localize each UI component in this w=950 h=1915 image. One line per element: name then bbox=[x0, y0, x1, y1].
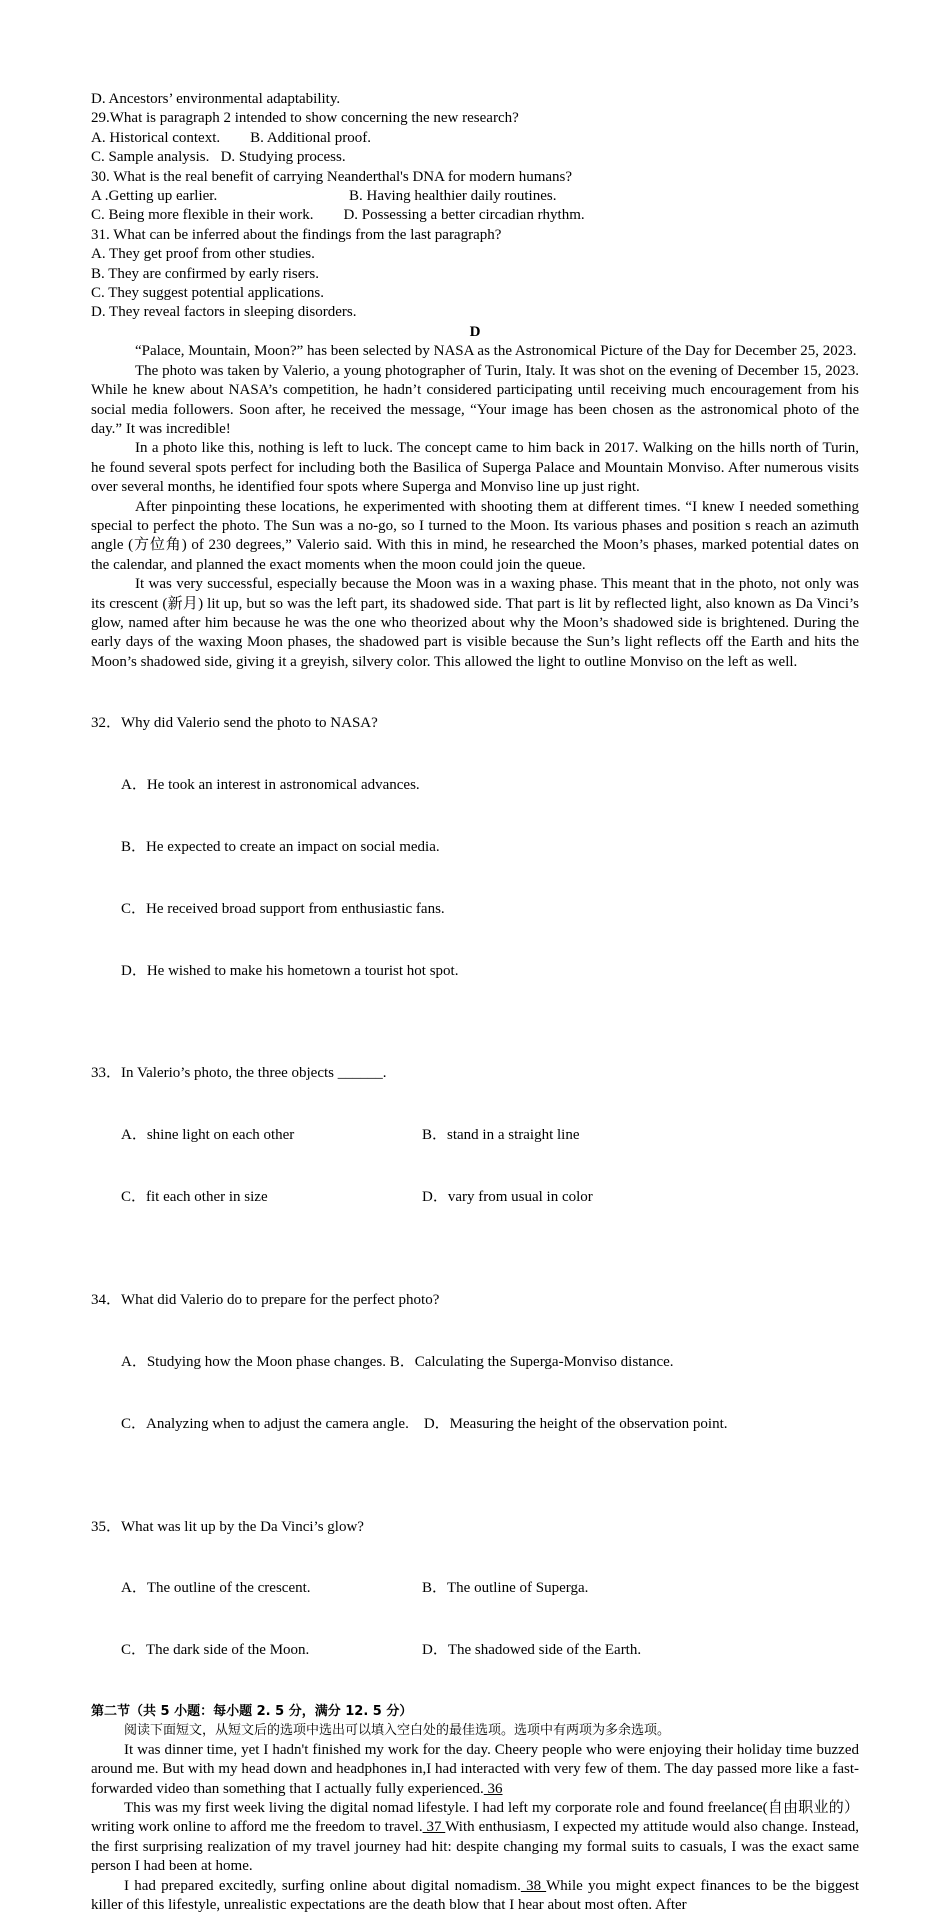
passage-d-paragraph-3: In a photo like this, nothing is left to luck. The concept came to him back in 2017. Walking on the hills north of Turin, he found several spots perfect for including both the Basilica of Superga Palace and Mountain Monviso. After numerous visits over several months, he identified four spots where Superga and Monviso line up just right. bbox=[91, 440, 859, 496]
question-35 bbox=[91, 1475, 859, 1702]
passage-d-paragraph-1: “Palace, Mountain, Moon?” has been selected by NASA as the Astronomical Picture of the Day for December 25, 2023. bbox=[135, 343, 857, 360]
section-2-instruction: 阅读下面短文，从短文后的选项中选出可以填入空白处的最佳选项。选项中有两项为多余选项。 bbox=[124, 1723, 671, 1739]
cloze-paragraph-3-text-b: While you might expect finances to be the biggest killer of this lifestyle, unrealistic expectations are the death blow that I hear about most often. After bbox=[91, 1877, 859, 1913]
q34-option-b: B．Calculating the Superga-Monviso distance. bbox=[389, 1353, 674, 1370]
q35-option-b: B．The outline of Superga. bbox=[422, 1580, 589, 1597]
q31-option-b: B. They are confirmed by early risers. bbox=[91, 265, 319, 282]
q35-stem: 35．What was lit up by the Da Vinci’s glow? bbox=[91, 1518, 364, 1535]
q30-options-row1 bbox=[91, 187, 859, 206]
q29-option-c: C. Sample analysis. bbox=[91, 149, 210, 166]
cloze-paragraph-2-text-b: With enthusiasm, I expected my attitude would also change. Instead, the first surprising realization of my travel journey had hit: despite changing my formal suits to casuals, I was the exact same person I had been at home. bbox=[91, 1819, 859, 1875]
q31-option-a: A. They get proof from other studies. bbox=[91, 246, 315, 263]
passage-d-paragraph-5: It was very successful, especially because the Moon was in a waxing phase. This meant that in the photo, not only was its crescent (新月) lit up, but so was the left part, its shadowed side. That part is lit by reflected light, also known as Da Vinci’s glow, named after him because he was the one who theorized about why the Moon’s shadowed side is brightened. During the early days of the waxing Moon phases, the shadowed part is visible because the Sun’s light reflects off the Earth and hits the Moon’s shadowed side, giving it a greyish, silvery color. This allowed the light to outline Monviso on the left as well. bbox=[91, 576, 859, 670]
q34-option-c: C．Analyzing when to adjust the camera angle. bbox=[121, 1415, 409, 1432]
q30-option-c: C. Being more flexible in their work. bbox=[91, 207, 314, 224]
question-34 bbox=[91, 1249, 859, 1476]
blank-38: 38 bbox=[520, 1877, 547, 1894]
q29-stem: 29.What is paragraph 2 intended to show concerning the new research? bbox=[91, 110, 519, 127]
q29-option-a: A. Historical context. bbox=[91, 129, 221, 146]
q30-stem: 30. What is the real benefit of carrying Neanderthal's DNA for modern humans? bbox=[91, 168, 573, 185]
cloze-paragraph-3-text-a: I had prepared excitedly, surfing online about digital nomadism. bbox=[124, 1877, 521, 1894]
q28-option-d: D. Ancestors’ environmental adaptability. bbox=[91, 91, 341, 107]
q29-options-row2 bbox=[91, 148, 859, 167]
passage-d-paragraph-4: After pinpointing these locations, he experimented with shooting them at different times. “I knew I needed something special to perfect the photo. The Sun was a no-go, so I turned to the Moon. Its various phases and position s reach an azimuth angle (方位角) of 230 degrees,” Valerio said. With this in mind, he researched the Moon’s phases, marked potential dates on the calendar, and planned the exact moments when the moon could join the queue. bbox=[91, 498, 859, 573]
q30-options-row2 bbox=[91, 206, 859, 225]
q30-option-d: D. Possessing a better circadian rhythm. bbox=[343, 207, 585, 224]
cloze-paragraph-3 bbox=[91, 1877, 859, 1915]
q34-option-d: D．Measuring the height of the observation point. bbox=[423, 1415, 728, 1432]
q32-option-a: A．He took an interest in astronomical advances. bbox=[121, 777, 420, 794]
q34-option-a: A．Studying how the Moon phase changes. bbox=[121, 1353, 386, 1370]
cloze-paragraph-1-text: It was dinner time, yet I hadn't finished my work for the day. Cheery people who were enjoying their holiday time buzzed around me. But with my head down and headphones in,I had interacted with very few of them. The day passed more like a fast-forwarded video than something that I actually fully experienced. bbox=[91, 1741, 859, 1797]
q35-option-c: C．The dark side of the Moon. bbox=[121, 1642, 310, 1659]
q32-option-b: B．He expected to create an impact on social media. bbox=[121, 838, 440, 855]
q30-option-b: B. Having healthier daily routines. bbox=[349, 188, 557, 205]
q29-options-row1 bbox=[91, 129, 859, 148]
cloze-paragraph-2 bbox=[91, 1799, 859, 1877]
cloze-paragraph-2-text-a: This was my first week living the digital nomad lifestyle. I had left my corporate role and found freelance(自由职业的）writing work online to afford me the freedom to travel. bbox=[91, 1799, 859, 1836]
q29-option-d: D. Studying process. bbox=[220, 149, 346, 166]
q33-option-c: C．fit each other in size bbox=[121, 1189, 268, 1206]
q32-option-c: C．He received broad support from enthusiastic fans. bbox=[121, 900, 445, 917]
q34-stem: 34．What did Valerio do to prepare for the perfect photo? bbox=[91, 1292, 440, 1308]
q33-option-a: A．shine light on each other bbox=[121, 1127, 295, 1144]
q32-option-d: D．He wished to make his hometown a tourist hot spot. bbox=[121, 962, 459, 979]
q33-option-d: D．vary from usual in color bbox=[422, 1189, 593, 1206]
q32-stem: 32．Why did Valerio send the photo to NASA? bbox=[91, 715, 378, 732]
q31-stem: 31. What can be inferred about the findings from the last paragraph? bbox=[91, 226, 502, 243]
q29-option-b: B. Additional proof. bbox=[250, 129, 371, 146]
q35-option-d: D．The shadowed side of the Earth. bbox=[422, 1642, 642, 1659]
q30-option-a: A .Getting up earlier. bbox=[91, 188, 218, 205]
q33-option-b: B．stand in a straight line bbox=[422, 1127, 580, 1144]
blank-36: 36 bbox=[483, 1780, 503, 1797]
blank-37: 37 bbox=[422, 1819, 446, 1836]
question-32 bbox=[91, 672, 859, 1022]
q31-option-d: D. They reveal factors in sleeping disorders. bbox=[91, 304, 357, 321]
q35-option-a: A．The outline of the crescent. bbox=[121, 1580, 311, 1597]
question-33 bbox=[91, 1022, 859, 1249]
passage-d-paragraph-2: The photo was taken by Valerio, a young photographer of Turin, Italy. It was shot on the evening of December 15, 2023. While he knew about NASA’s competition, he hadn’t considered participating until receiving much encouragement from his social media followers. Soon after, he received the message, “Your image has been chosen as the astronomical photo of the day.” It was incredible! bbox=[91, 362, 859, 437]
section-2-heading: 第二节（共 5 小题：每小题 2. 5 分，满分 12. 5 分） bbox=[91, 1703, 413, 1719]
q33-stem: 33．In Valerio’s photo, the three objects ______. bbox=[91, 1065, 387, 1082]
q31-option-c: C. They suggest potential applications. bbox=[91, 285, 325, 302]
passage-d-title: D bbox=[469, 323, 481, 340]
exam-page bbox=[91, 90, 859, 1915]
cloze-paragraph-1 bbox=[91, 1741, 859, 1799]
